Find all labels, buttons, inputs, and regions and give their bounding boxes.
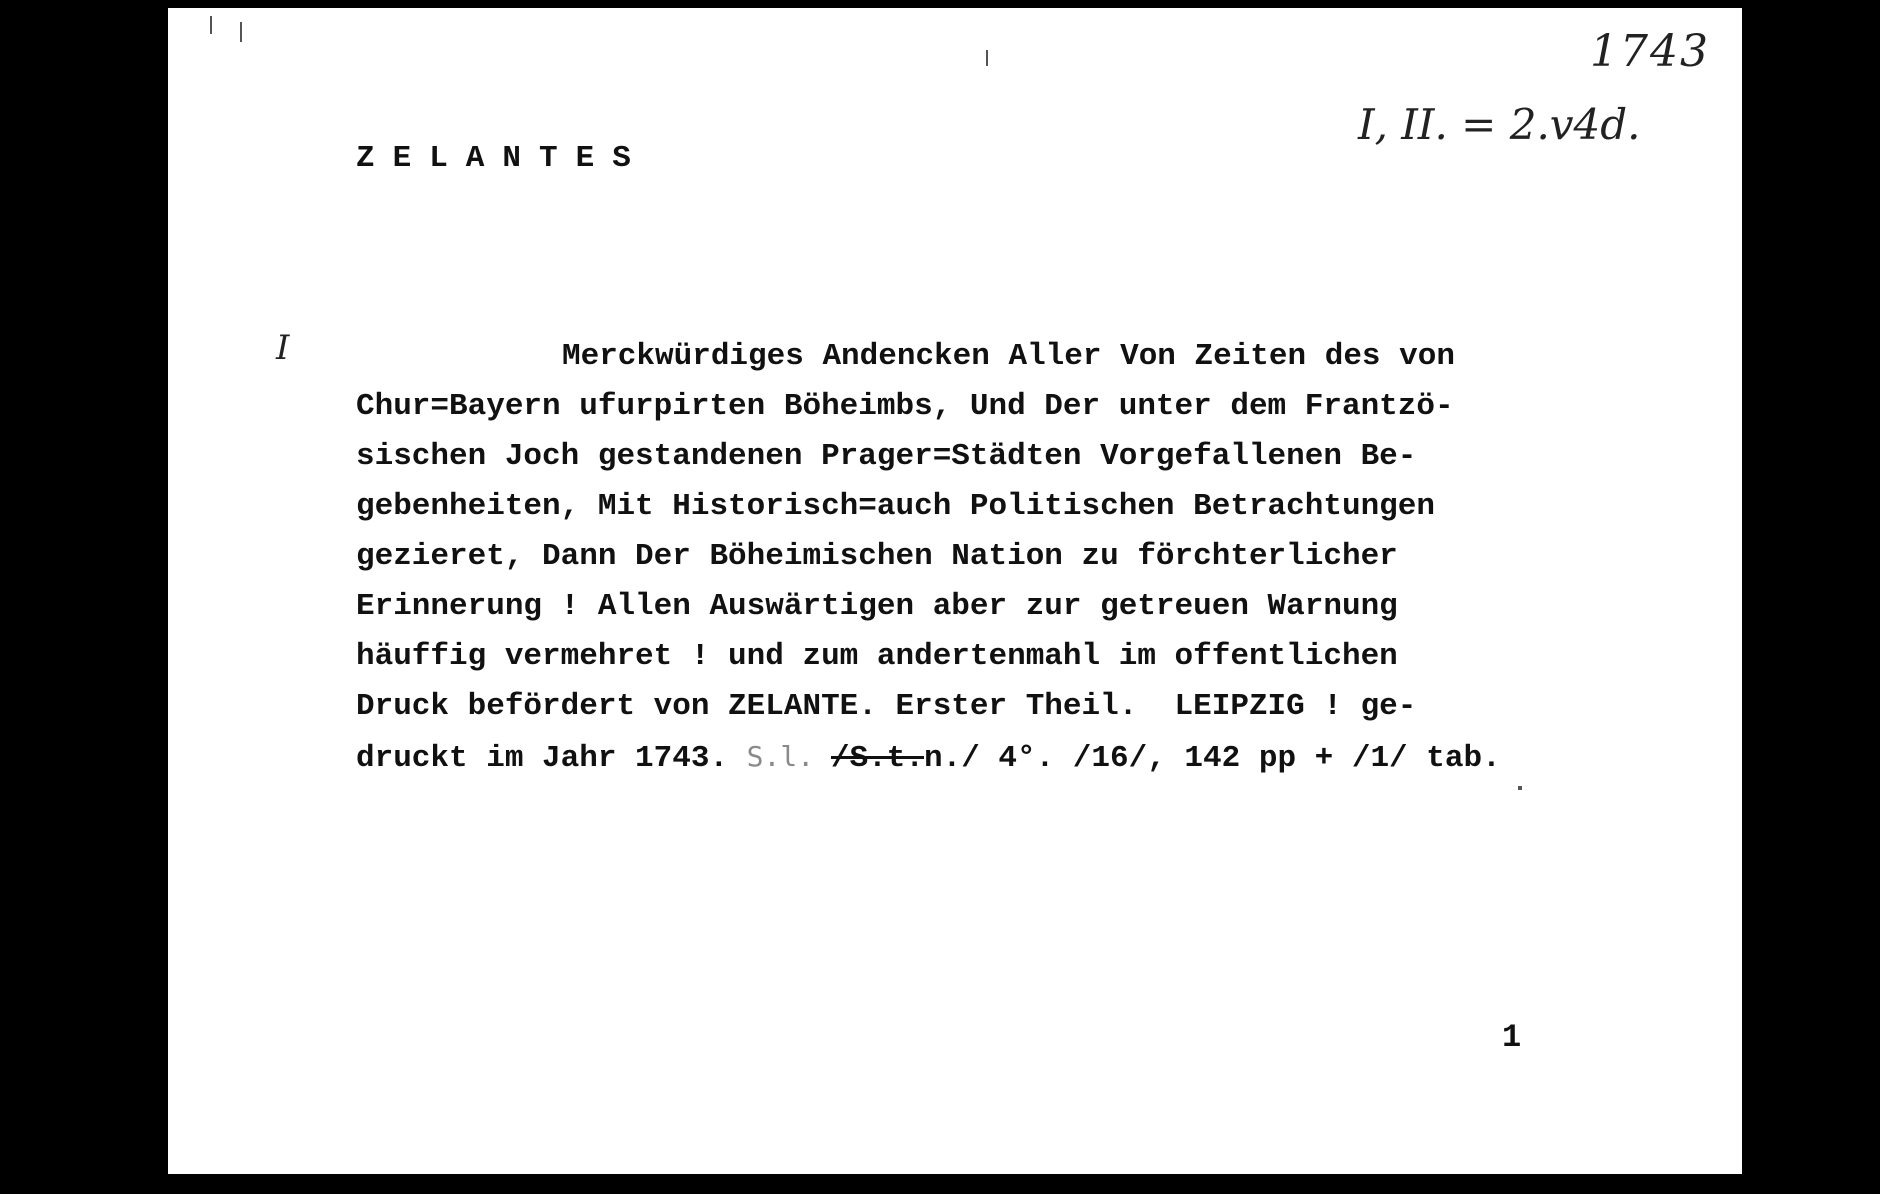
title-description (356, 332, 1501, 782)
imprint-start: druckt im Jahr 1743. (356, 741, 747, 776)
collation: n./ 4°. /16/, 142 pp + /1/ tab. (923, 741, 1501, 776)
stray-mark (210, 16, 212, 34)
description-line-1: Merckwürdiges Andencken Aller Von Zeiten des von (562, 339, 1455, 374)
description-line-3: sischen Joch gestandenen Prager=Städten Vorgefallenen Be- (356, 439, 1417, 474)
description-line-9 (356, 732, 1501, 782)
stray-mark (240, 22, 242, 42)
struck-text: /S.t. (830, 741, 924, 776)
margin-mark: I (276, 328, 290, 368)
description-line-4: gebenheiten, Mit Historisch=auch Politischen Betrachtungen (356, 489, 1435, 524)
description-line-8: Druck befördert von ZELANTE. Erster Theil. LEIPZIG ! ge- (356, 689, 1417, 724)
stray-mark (986, 50, 988, 66)
description-line-7: häuffig vermehret ! und zum andertenmahl im offentlichen (356, 639, 1398, 674)
description-line-5: gezieret, Dann Der Böheimischen Nation zu förchterlicher (356, 539, 1398, 574)
pencil-annotation: S.l. (746, 740, 831, 773)
card-heading: ZELANTES (356, 141, 649, 176)
scan-top-edge (168, 0, 1742, 8)
handwritten-year: 1743 (1590, 26, 1710, 77)
handwritten-shelfmark: I, II. = 2.v4d. (1358, 100, 1641, 149)
card-number: 1 (1502, 1019, 1522, 1056)
description-line-6: Erinnerung ! Allen Auswärtigen aber zur getreuen Warnung (356, 589, 1398, 624)
catalog-card (168, 0, 1742, 1174)
stray-dot (1518, 786, 1522, 790)
description-line-2: Chur=Bayern ufurpirten Böheimbs, Und Der unter dem Frantzö- (356, 389, 1454, 424)
